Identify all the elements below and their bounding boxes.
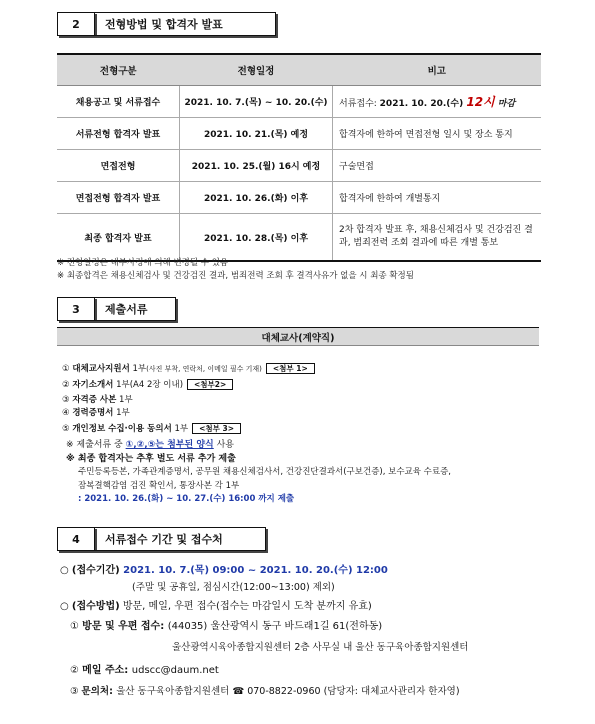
col-header: 전형구분 [57, 54, 180, 86]
contact-info: ③ 문의처: 울산 동구육아종합지원센터 ☎ 070-8822-0960 (담당자: 대체교사관리자 한자영) [70, 686, 460, 697]
cell-stage: 최종 합격자 발표 [57, 214, 180, 262]
cell-note [333, 86, 542, 118]
apply-period: ○ (접수기간) 2021. 10. 7.(목) 09:00 ~ 2021. 10. 20.(수) 12:00 [60, 565, 388, 576]
section-title: 서류접수 기간 및 접수처 [95, 527, 266, 551]
attachment-tag: <첨부2> [187, 379, 233, 390]
section-title: 전형방법 및 합격자 발표 [95, 12, 276, 36]
section-3-header [57, 297, 176, 321]
apply-method: ○ (접수방법) 방문, 메일, 우편 접수(접수는 마감일시 도착 분까지 유효) [60, 601, 372, 612]
section-title: 제출서류 [95, 297, 176, 321]
col-header: 전형일정 [180, 54, 333, 86]
attachment-tag: <첨부 3> [192, 423, 241, 434]
cell-stage: 서류전형 합격자 발표 [57, 118, 180, 150]
table-header-row [57, 54, 541, 86]
cell-date: 2021. 10. 25.(월) 16시 예정 [180, 150, 333, 182]
final-docs-list: 잠복결핵감염 검진 확인서, 통장사본 각 1부 [78, 481, 240, 491]
note-deadline-time: 12시 [466, 95, 495, 109]
cell-note: 합격자에 한하여 개별통지 [333, 182, 542, 214]
final-docs-list: 주민등록등본, 가족관계증명서, 공무원 채용신체검사서, 건강진단결과서(구보건증), 보수교육 수료증, [78, 467, 452, 477]
doc-item: ⑤ 개인정보 수집·이용 동의서 1부 <첨부 3> [62, 422, 241, 434]
table-row [57, 150, 541, 182]
note-text: 서류접수: [339, 99, 380, 109]
section-4-header [57, 527, 266, 551]
schedule-note: ※ 전형일정은 내부사정에 의해 변경될 수 있음 [57, 258, 229, 268]
cell-date: 2021. 10. 26.(화) 이후 [180, 182, 333, 214]
final-note: ※ 최종합격은 채용신체검사 및 건강검진 결과, 범죄전력 조회 후 결격사유가 없을 시 최종 확정됨 [57, 271, 414, 281]
email-address: ② 메일 주소: udscc@daum.net [70, 665, 219, 676]
section-number: 2 [57, 12, 95, 36]
cell-stage: 면접전형 합격자 발표 [57, 182, 180, 214]
note-deadline: 마감 [494, 99, 516, 109]
col-header: 비고 [333, 54, 542, 86]
cell-stage: 채용공고 및 서류접수 [57, 86, 180, 118]
attachment-tag: <첨부 1> [266, 363, 315, 374]
table-row [57, 214, 541, 262]
note-date: 2021. 10. 20.(수) [379, 99, 467, 109]
table-row [57, 182, 541, 214]
docs-header: 대체교사(계약직) [57, 327, 539, 346]
section-2-header [57, 12, 276, 36]
cell-note: 2차 합격자 발표 후, 채용신체검사 및 건강검진 결과, 범죄전력 조회 결과에 따른 개별 통보 [333, 214, 542, 262]
cell-stage: 면접전형 [57, 150, 180, 182]
visit-post-address-line2: 울산광역시육아종합지원센터 2층 사무실 내 울산 동구육아종합지원센터 [172, 642, 469, 653]
cell-date: 2021. 10. 21.(목) 예정 [180, 118, 333, 150]
table-row [57, 86, 541, 118]
final-docs-deadline: : 2021. 10. 26.(화) ~ 10. 27.(수) 16:00 까지 제출 [78, 494, 295, 504]
form-note: ※ 제출서류 중 ①,②,⑤는 첨부된 양식 사용 [66, 440, 234, 450]
cell-date: 2021. 10. 28.(목) 이후 [180, 214, 333, 262]
apply-period-exclusion: (주말 및 공휴일, 점심시간(12:00~13:00) 제외) [132, 582, 335, 593]
cell-date: 2021. 10. 7.(목) ~ 10. 20.(수) [180, 86, 333, 118]
cell-note: 구술면접 [333, 150, 542, 182]
visit-post-address: ① 방문 및 우편 접수: (44035) 울산광역시 동구 바드래1길 61(전하동) [70, 621, 383, 632]
schedule-table [57, 53, 541, 262]
table-row [57, 118, 541, 150]
doc-item: ③ 자격증 사본 1부 [62, 395, 133, 405]
doc-item: ② 자기소개서 1부(A4 2장 이내) <첨부2> [62, 378, 233, 390]
doc-item: ④ 경력증명서 1부 [62, 408, 130, 418]
doc-item: ① 대체교사지원서 1부(사진 부착, 연락처, 이메일 필수 기재) <첨부 1> [62, 362, 315, 374]
section-number: 3 [57, 297, 95, 321]
section-number: 4 [57, 527, 95, 551]
cell-note: 합격자에 한하여 면접전형 일시 및 장소 통지 [333, 118, 542, 150]
final-docs-note: ※ 최종 합격자는 추후 별도 서류 추가 제출 [66, 454, 236, 464]
